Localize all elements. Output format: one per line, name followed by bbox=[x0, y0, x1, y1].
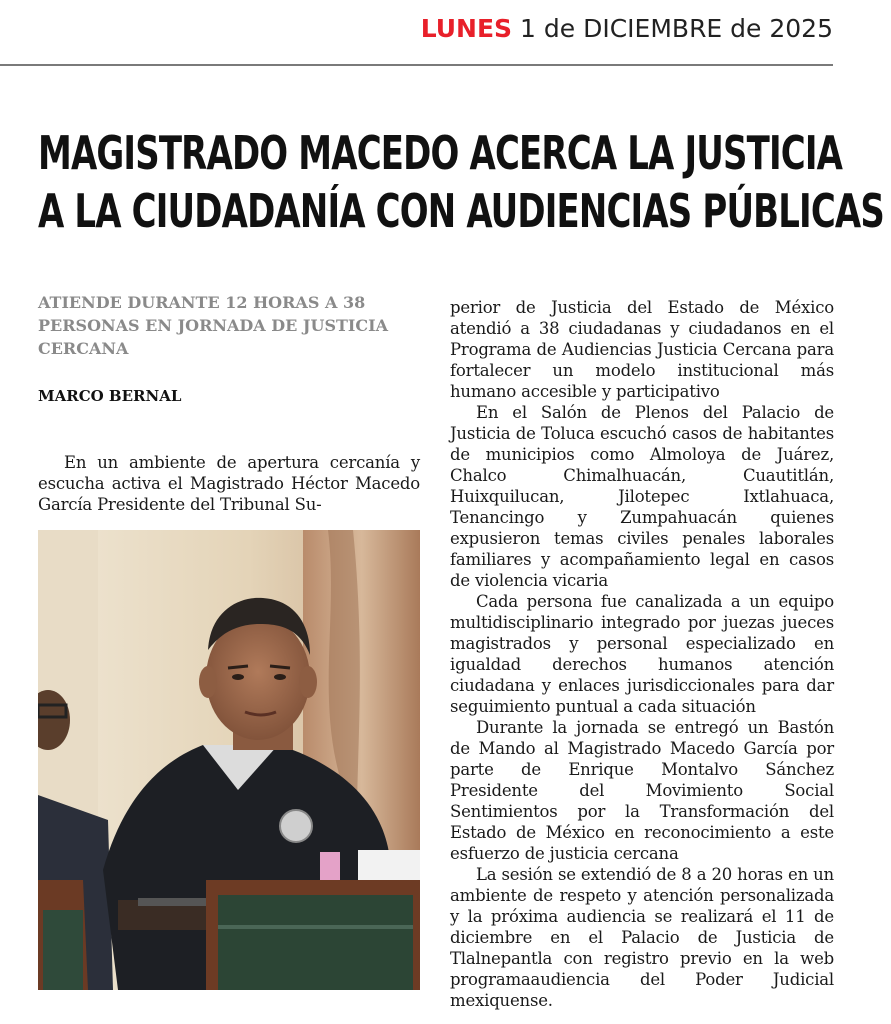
paragraph-5: La sesión se extendió de 8 a 20 horas en un ambiente de respeto y atención personalizada y la próxima audiencia se realizará el 11 de diciembre en el Palacio de Justicia de Tlalnepantla con registro previo en la web programaaudiencia del Poder Judicial mexiquense. bbox=[450, 865, 834, 1010]
dateline bbox=[421, 14, 833, 43]
news-photo bbox=[38, 530, 420, 990]
paragraph-1-start: En un ambiente de apertura cercanía y escucha activa el Magistrado Héctor Macedo García Presidente del Tribunal Su- bbox=[38, 453, 420, 514]
paragraph-3: Cada persona fue canalizada a un equipo multidisciplinario integrado por juezas jueces magistrados y personal especializado en igualdad derechos humanos atención ciudadana y enlaces jurisdiccionales para dar seguimiento puntual a cada situación bbox=[450, 592, 834, 716]
headline-line-2: A LA CIUDADANÍA CON AUDIENCIAS PÚBLICAS bbox=[38, 184, 884, 238]
paragraph-4: Durante la jornada se entregó un Bastón de Mando al Magistrado Macedo García por parte de Enrique Montalvo Sánchez Presidente del Movimiento Social Sentimientos por la Transformación del Estado de México en reconocimiento a este esfuerzo de justicia cercana bbox=[450, 718, 834, 863]
dateline-date: 1 de DICIEMBRE de 2025 bbox=[520, 14, 833, 43]
header-rule bbox=[0, 64, 833, 66]
paragraph-1-continued: perior de Justicia del Estado de México atendió a 38 ciudadanas y ciudadanos en el Programa de Audiencias Justicia Cercana para fortalecer un modelo institucional más humano accesible y participativo bbox=[450, 298, 834, 401]
column-1-text bbox=[38, 452, 420, 515]
headline-line-1: MAGISTRADO MACEDO ACERCA LA JUSTICIA bbox=[38, 126, 843, 180]
paragraph-2: En el Salón de Plenos del Palacio de Justicia de Toluca escuchó casos de habitantes de municipios como Almoloya de Juárez, Chalco Chimalhuacán, Cuautitlán, Huixquilucan, Jilotepec Ixtlahuaca, Tenancingo y Zumpahuacán quienes expusieron temas civiles penales laborales familiares y acompañamiento legal en casos de violencia vicaria bbox=[450, 403, 834, 590]
photo-illustration bbox=[38, 530, 420, 990]
column-2-text bbox=[450, 297, 834, 1011]
byline: MARCO BERNAL bbox=[38, 387, 182, 405]
deck-subheadline: ATIENDE DURANTE 12 HORAS A 38 PERSONAS EN JORNADA DE JUSTICIA CERCANA bbox=[38, 293, 389, 358]
dateline-day: LUNES bbox=[420, 14, 513, 43]
headline bbox=[38, 124, 884, 240]
